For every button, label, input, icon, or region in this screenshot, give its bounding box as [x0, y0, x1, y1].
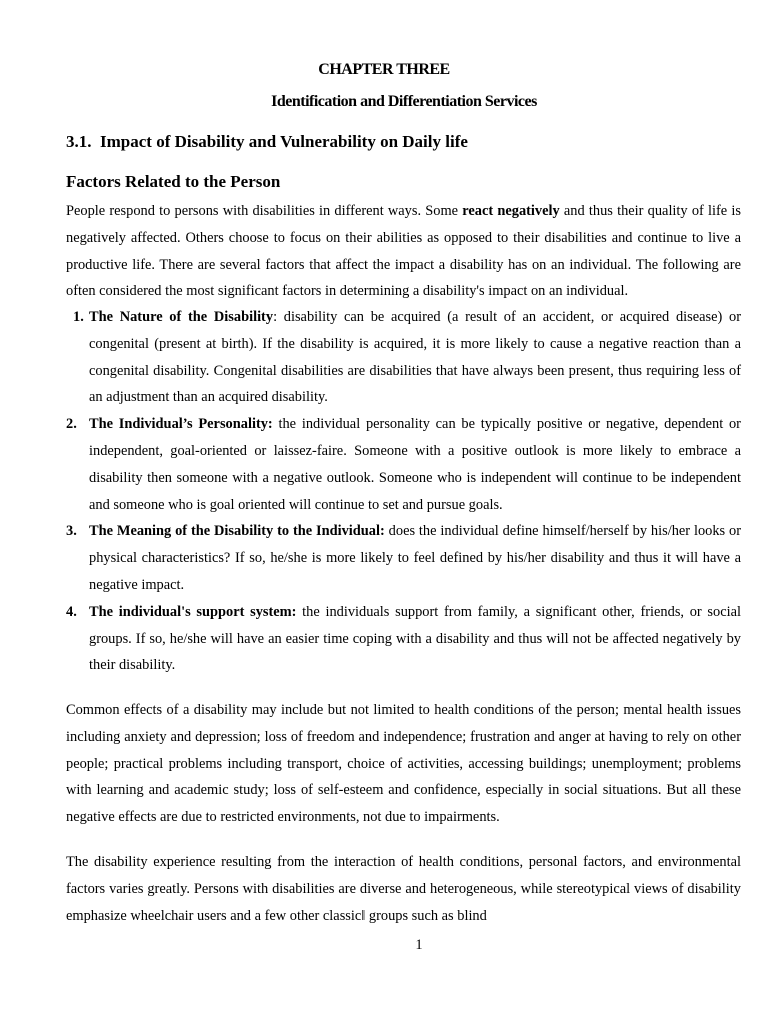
factor-title: The Nature of the Disability: [89, 309, 274, 325]
factor-item: [66, 599, 741, 679]
page-number: 1: [415, 937, 423, 953]
factor-text: does the individual define himself/herself by his/her looks or physical characteristics? If so, he/she is more likely to feel defined by his/her disability and thus it will have a negative impact.: [89, 523, 741, 593]
effects-paragraph: Common effects of a disability may include but not limited to health conditions of the person; mental health issues including anxiety and depression; loss of freedom and independence; frustration and anger at having to rely on other people; practical problems including transport, choice of activities, accessing buildings; unemployment; problems with learning and academic study; loss of self-esteem and confidence, especially in social situations. But all these negative effects are due to restricted environments, not due to impairments.: [66, 702, 741, 826]
factor-text: the individual personality can be typically positive or negative, dependent or independent, goal-oriented or laissez-faire. Someone with a positive outlook is more likely to embrace a disability then someone with a negative outlook. Someone who is independent will continue to be independent and someone who is goal oriented will continue to set and pursue goals.: [89, 416, 741, 513]
chapter-subtitle: Identification and Differentiation Services: [271, 93, 537, 110]
factor-title: The Meaning of the Disability to the Individual:: [89, 523, 385, 540]
section-number: 3.1.: [66, 132, 92, 151]
factor-text: : disability can be acquired (a result of an accident, or acquired disease) or congenital (present at birth). If the disability is acquired, it is more likely to cause a negative reaction than a congenital disability. Congenital disabilities are disabilities that have always been present, thus requiring less of an adjustment than an acquired disability.: [89, 309, 741, 406]
chapter-title: CHAPTER THREE: [318, 61, 450, 78]
factor-number: 4.: [66, 603, 77, 620]
intro-paragraph: [66, 198, 741, 305]
factor-text: the individuals support from family, a significant other, friends, or social groups. If so, he/she will have an easier time coping with a disability and thus will not be affected negatively by their disability.: [89, 603, 741, 674]
factor-item: [66, 304, 741, 411]
factor-number: 3.: [66, 523, 77, 540]
factor-number: 2.: [66, 416, 77, 433]
factor-item: [66, 411, 741, 518]
experience-paragraph: The disability experience resulting from the interaction of health conditions, personal factors, and environmental factors varies greatly. Persons with disabilities are diverse and heterogeneous, while stereotypical views of disability emphasize wheelchair users and a few other classic‖ groups such as blind: [66, 854, 741, 924]
factor-title: The Individual’s Personality:: [89, 416, 273, 433]
subheading-factors: Factors Related to the Person: [66, 172, 281, 191]
factor-number: 1.: [73, 309, 84, 325]
intro-text-start: People respond to persons with disabilities in different ways. Some: [66, 203, 463, 219]
factor-item: [66, 518, 741, 598]
factor-title: The individual's support system:: [89, 603, 297, 620]
factor-list: [66, 304, 741, 679]
intro-bold-phrase: react negatively: [462, 203, 560, 219]
section-heading: [66, 131, 468, 153]
section-title: Impact of Disability and Vulnerability on Daily life: [100, 132, 468, 151]
intro-text-end: and thus their quality of life is negatively affected. Others choose to focus on their abilities as opposed to their disabilities and continue to live a productive life. There are several factors that affect the impact a disability has on an individual. The following are often considered the most significant factors in determining a disability's impact on an individual.: [66, 203, 741, 300]
